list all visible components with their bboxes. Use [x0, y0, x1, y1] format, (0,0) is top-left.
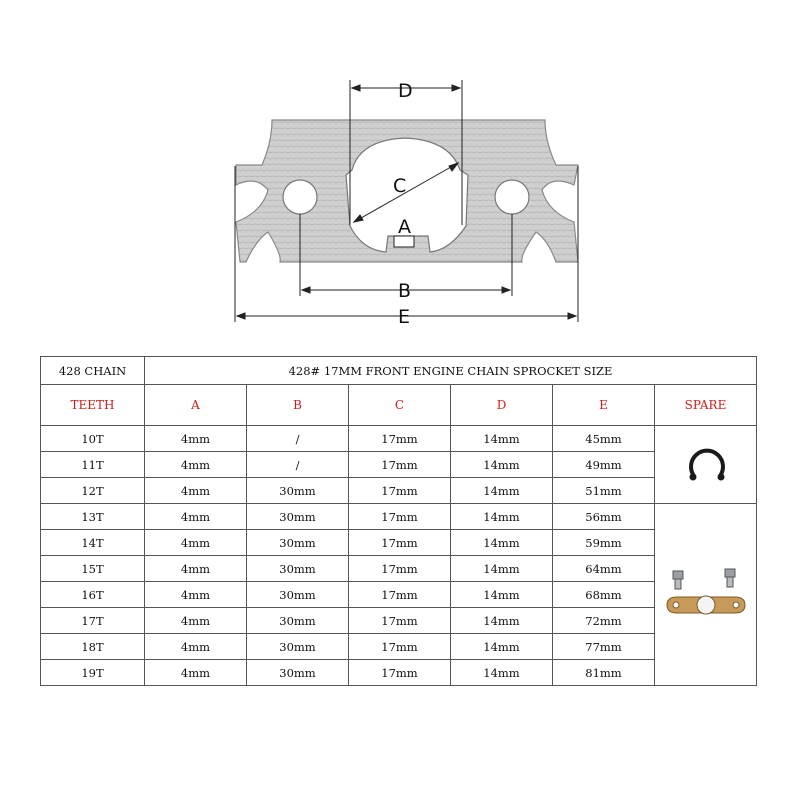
- cell-b: 30mm: [247, 660, 349, 686]
- cell-a: 4mm: [145, 634, 247, 660]
- cell-a: 4mm: [145, 660, 247, 686]
- cell-teeth: 18T: [41, 634, 145, 660]
- cell-b: 30mm: [247, 504, 349, 530]
- cell-e: 49mm: [553, 452, 655, 478]
- cell-teeth: 14T: [41, 530, 145, 556]
- cell-c: 17mm: [349, 582, 451, 608]
- cell-e: 59mm: [553, 530, 655, 556]
- table-title: 428# 17MM FRONT ENGINE CHAIN SPROCKET SIZE: [145, 357, 757, 385]
- cell-c: 17mm: [349, 634, 451, 660]
- cell-c: 17mm: [349, 452, 451, 478]
- cell-teeth: 19T: [41, 660, 145, 686]
- cell-b: 30mm: [247, 608, 349, 634]
- cell-b: 30mm: [247, 478, 349, 504]
- table-title-row: [41, 357, 757, 385]
- cell-teeth: 11T: [41, 452, 145, 478]
- dim-label-b: B: [398, 280, 412, 302]
- header-b: B: [247, 385, 349, 426]
- table-row: [41, 530, 757, 556]
- cell-a: 4mm: [145, 426, 247, 452]
- cell-d: 14mm: [451, 530, 553, 556]
- header-teeth: TEETH: [41, 385, 145, 426]
- table-row: [41, 556, 757, 582]
- cell-d: 14mm: [451, 608, 553, 634]
- cell-d: 14mm: [451, 478, 553, 504]
- cell-teeth: 10T: [41, 426, 145, 452]
- chain-label: 428 CHAIN: [41, 357, 145, 385]
- table-row: [41, 426, 757, 452]
- cell-e: 68mm: [553, 582, 655, 608]
- circlip-icon: [676, 440, 736, 490]
- spare-lock-plate-cell: [655, 504, 757, 686]
- cell-d: 14mm: [451, 504, 553, 530]
- cell-b: /: [247, 426, 349, 452]
- cell-a: 4mm: [145, 452, 247, 478]
- cell-d: 14mm: [451, 556, 553, 582]
- cell-c: 17mm: [349, 660, 451, 686]
- cell-b: 30mm: [247, 530, 349, 556]
- cell-d: 14mm: [451, 452, 553, 478]
- cell-e: 72mm: [553, 608, 655, 634]
- table-row: [41, 582, 757, 608]
- dim-label-c: C: [393, 175, 407, 197]
- cell-d: 14mm: [451, 634, 553, 660]
- table-row: [41, 452, 757, 478]
- cell-teeth: 12T: [41, 478, 145, 504]
- cell-teeth: 13T: [41, 504, 145, 530]
- cell-d: 14mm: [451, 660, 553, 686]
- dim-label-d: D: [398, 80, 413, 102]
- lock-plate-with-bolts-icon: [661, 565, 751, 625]
- cell-e: 81mm: [553, 660, 655, 686]
- cell-e: 51mm: [553, 478, 655, 504]
- table-row: [41, 478, 757, 504]
- cell-e: 77mm: [553, 634, 655, 660]
- cell-d: 14mm: [451, 426, 553, 452]
- cell-a: 4mm: [145, 582, 247, 608]
- cell-c: 17mm: [349, 608, 451, 634]
- table-row: [41, 608, 757, 634]
- table-header-row: [41, 385, 757, 426]
- spare-circlip-cell: [655, 426, 757, 504]
- cell-b: /: [247, 452, 349, 478]
- cell-b: 30mm: [247, 556, 349, 582]
- cell-c: 17mm: [349, 556, 451, 582]
- dim-label-e: E: [398, 306, 411, 328]
- cell-c: 17mm: [349, 478, 451, 504]
- header-d: D: [451, 385, 553, 426]
- header-spare: SPARE: [655, 385, 757, 426]
- cell-teeth: 16T: [41, 582, 145, 608]
- cell-a: 4mm: [145, 608, 247, 634]
- cell-c: 17mm: [349, 426, 451, 452]
- cell-a: 4mm: [145, 530, 247, 556]
- sprocket-diagram: [0, 0, 800, 340]
- dim-label-a: A: [398, 216, 411, 238]
- header-e: E: [553, 385, 655, 426]
- cell-c: 17mm: [349, 530, 451, 556]
- cell-a: 4mm: [145, 504, 247, 530]
- table-row: [41, 634, 757, 660]
- table-row: [41, 504, 757, 530]
- header-a: A: [145, 385, 247, 426]
- table-row: [41, 660, 757, 686]
- cell-d: 14mm: [451, 582, 553, 608]
- cell-b: 30mm: [247, 634, 349, 660]
- cell-e: 45mm: [553, 426, 655, 452]
- sprocket-size-table: [40, 356, 757, 686]
- cell-a: 4mm: [145, 478, 247, 504]
- cell-a: 4mm: [145, 556, 247, 582]
- cell-teeth: 17T: [41, 608, 145, 634]
- header-c: C: [349, 385, 451, 426]
- cell-c: 17mm: [349, 504, 451, 530]
- cell-b: 30mm: [247, 582, 349, 608]
- cell-teeth: 15T: [41, 556, 145, 582]
- cell-e: 64mm: [553, 556, 655, 582]
- cell-e: 56mm: [553, 504, 655, 530]
